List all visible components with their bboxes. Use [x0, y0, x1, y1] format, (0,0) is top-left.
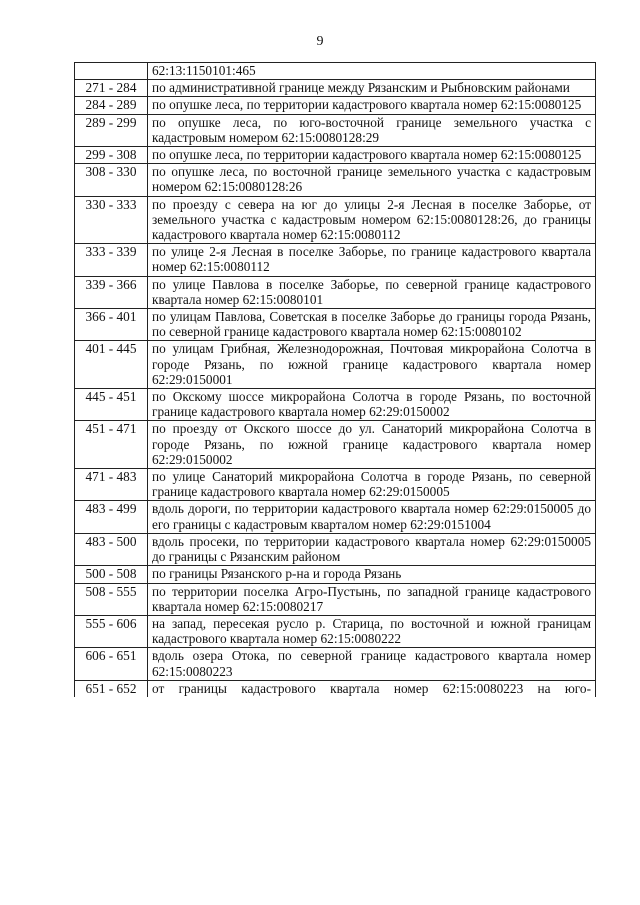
segment-cell: 483 - 499 — [75, 501, 148, 533]
table-row — [75, 114, 596, 146]
segment-cell: 508 - 555 — [75, 583, 148, 615]
table-row — [75, 421, 596, 469]
table-row — [75, 389, 596, 421]
description-cell: по улице Павлова в поселке Заборье, по северной границе кадастрового квартала номер 62:15:0080101 — [148, 276, 596, 308]
segment-cell: 284 - 289 — [75, 97, 148, 114]
segment-cell: 606 - 651 — [75, 648, 148, 680]
segment-cell: 308 - 330 — [75, 164, 148, 196]
segment-cell: 483 - 500 — [75, 533, 148, 565]
segment-cell — [75, 63, 148, 80]
segment-cell: 271 - 284 — [75, 80, 148, 97]
table-row — [75, 244, 596, 276]
segment-cell: 366 - 401 — [75, 309, 148, 341]
table-row — [75, 583, 596, 615]
description-cell: на запад, пересекая русло р. Старица, по восточной и южной границам кадастрового квартала номер 62:15:0080222 — [148, 615, 596, 647]
segment-cell: 330 - 333 — [75, 196, 148, 244]
table-row — [75, 615, 596, 647]
table-row — [75, 341, 596, 389]
description-cell: по опушке леса, по юго-восточной границе земельного участка с кадастровым номером 62:15:0080128:29 — [148, 114, 596, 146]
segment-cell: 500 - 508 — [75, 566, 148, 583]
segment-cell: 289 - 299 — [75, 114, 148, 146]
description-cell: по улице 2-я Лесная в поселке Заборье, по границе кадастрового квартала номер 62:15:0080112 — [148, 244, 596, 276]
segment-cell: 445 - 451 — [75, 389, 148, 421]
segment-cell: 401 - 445 — [75, 341, 148, 389]
description-cell: по опушке леса, по восточной границе земельного участка с кадастровым номером 62:15:0080128:26 — [148, 164, 596, 196]
description-cell: по опушке леса, по территории кадастрового квартала номер 62:15:0080125 — [148, 147, 596, 164]
table-row — [75, 63, 596, 80]
table-row — [75, 97, 596, 114]
description-cell: по административной границе между Рязанским и Рыбновским районами — [148, 80, 596, 97]
segment-cell: 471 - 483 — [75, 469, 148, 501]
description-cell: по опушке леса, по территории кадастрового квартала номер 62:15:0080125 — [148, 97, 596, 114]
route-description-table — [74, 62, 596, 697]
table-row — [75, 147, 596, 164]
table-row — [75, 533, 596, 565]
segment-cell: 339 - 366 — [75, 276, 148, 308]
description-cell: 62:13:1150101:465 — [148, 63, 596, 80]
description-cell: вдоль озера Отока, по северной границе кадастрового квартала номер 62:15:0080223 — [148, 648, 596, 680]
description-cell: по проезду с севера на юг до улицы 2-я Лесная в поселке Заборье, от земельного участка с кадастровым номером 62:15:0080128:26, до границы кадастрового квартала номер 62:15:0080112 — [148, 196, 596, 244]
description-cell: по проезду от Окского шоссе до ул. Санаторий микрорайона Солотча в городе Рязань, по южной границе кадастрового квартала номер 62:29:0150002 — [148, 421, 596, 469]
page-number: 9 — [316, 34, 324, 49]
description-cell: по улице Санаторий микрорайона Солотча в городе Рязань, по северной границе кадастрового квартала номер 62:29:0150005 — [148, 469, 596, 501]
table-row — [75, 566, 596, 583]
table-row — [75, 276, 596, 308]
description-cell: по границы Рязанского р-на и города Рязань — [148, 566, 596, 583]
table-row — [75, 501, 596, 533]
table-row — [75, 80, 596, 97]
table-row — [75, 164, 596, 196]
segment-cell: 651 - 652 — [75, 680, 148, 697]
table-row — [75, 469, 596, 501]
description-cell: вдоль просеки, по территории кадастрового квартала номер 62:29:0150005 до границы с Рязанским районом — [148, 533, 596, 565]
description-cell: вдоль дороги, по территории кадастрового квартала номер 62:29:0150005 до его границы с кадастровым кварталом номер 62:29:0151004 — [148, 501, 596, 533]
segment-cell: 555 - 606 — [75, 615, 148, 647]
description-cell: по территории поселка Агро-Пустынь, по западной границе кадастрового квартала номер 62:15:0080217 — [148, 583, 596, 615]
description-cell: по улицам Павлова, Советская в поселке Заборье до границы города Рязань, по северной границе кадастрового квартала номер 62:15:0080102 — [148, 309, 596, 341]
description-cell: по Окскому шоссе микрорайона Солотча в городе Рязань, по восточной границе кадастрового квартала номер 62:29:0150002 — [148, 389, 596, 421]
table-row — [75, 309, 596, 341]
table-body — [75, 63, 596, 697]
description-cell: от границы кадастрового квартала номер 62:15:0080223 на юго- — [148, 680, 596, 697]
segment-cell: 299 - 308 — [75, 147, 148, 164]
table-row — [75, 680, 596, 697]
table-row — [75, 648, 596, 680]
segment-cell: 333 - 339 — [75, 244, 148, 276]
segment-cell: 451 - 471 — [75, 421, 148, 469]
description-cell: по улицам Грибная, Железнодорожная, Почтовая микрорайона Солотча в городе Рязань, по южной границе кадастрового квартала номер 62:29:0150001 — [148, 341, 596, 389]
table-row — [75, 196, 596, 244]
